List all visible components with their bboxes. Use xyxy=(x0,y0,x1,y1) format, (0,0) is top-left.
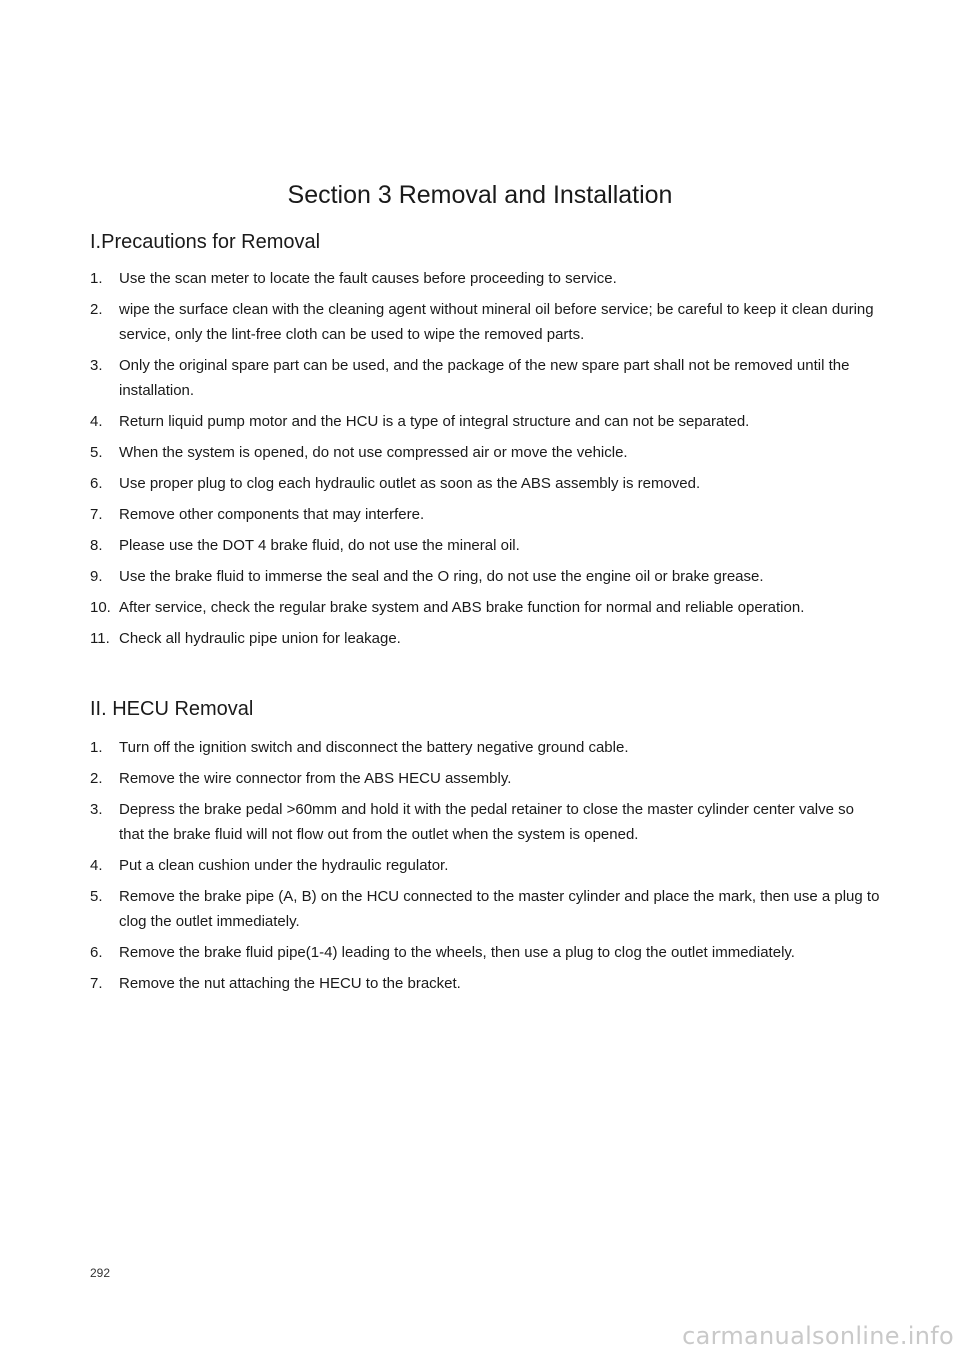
item-number: 2. xyxy=(90,770,103,787)
list-item xyxy=(90,735,880,760)
item-number: 11. xyxy=(90,630,110,647)
list-item xyxy=(90,440,880,465)
item-text: Remove the brake fluid pipe(1-4) leading to the wheels, then use a plug to clog the outlet immediately. xyxy=(119,944,795,961)
item-text: Use proper plug to clog each hydraulic outlet as soon as the ABS assembly is removed. xyxy=(119,475,701,492)
list-item xyxy=(90,797,880,847)
item-number: 6. xyxy=(90,475,103,492)
item-number: 6. xyxy=(90,944,103,961)
list-item xyxy=(90,766,880,791)
item-number: 5. xyxy=(90,444,103,461)
hecu-removal-list xyxy=(90,735,880,1002)
item-text: Depress the brake pedal >60mm and hold it with the pedal retainer to close the master cylinder center valve so that the brake fluid will not flow out from the outlet when the system is opened. xyxy=(119,801,854,843)
list-item xyxy=(90,564,880,589)
item-number: 9. xyxy=(90,568,103,585)
list-item xyxy=(90,971,880,996)
item-text: Remove other components that may interfere. xyxy=(119,506,425,523)
item-number: 8. xyxy=(90,537,103,554)
item-text: Use the brake fluid to immerse the seal and the O ring, do not use the engine oil or brake grease. xyxy=(119,568,764,585)
list-item xyxy=(90,297,880,347)
list-item xyxy=(90,853,880,878)
page-number: 292 xyxy=(90,1266,111,1280)
precautions-list xyxy=(90,266,880,657)
list-item xyxy=(90,884,880,934)
item-text: Remove the wire connector from the ABS HECU assembly. xyxy=(119,770,512,787)
list-item xyxy=(90,940,880,965)
list-item xyxy=(90,471,880,496)
item-text: Remove the brake pipe (A, B) on the HCU connected to the master cylinder and place the mark, then use a plug to clog the outlet immediately. xyxy=(119,888,880,930)
item-number: 3. xyxy=(90,357,103,374)
hecu-removal-heading: II. HECU Removal xyxy=(90,698,254,720)
list-item xyxy=(90,353,880,403)
item-text: Please use the DOT 4 brake fluid, do not use the mineral oil. xyxy=(119,537,520,554)
item-number: 1. xyxy=(90,739,103,756)
precautions-heading: I.Precautions for Removal xyxy=(90,231,321,253)
item-text: Put a clean cushion under the hydraulic regulator. xyxy=(119,857,449,874)
item-text: Turn off the ignition switch and disconnect the battery negative ground cable. xyxy=(119,739,629,756)
list-item xyxy=(90,266,880,291)
item-number: 5. xyxy=(90,888,103,905)
section-title: Section 3 Removal and Installation xyxy=(287,181,673,209)
list-item xyxy=(90,626,880,651)
item-number: 3. xyxy=(90,801,103,818)
item-number: 2. xyxy=(90,301,103,318)
watermark: carmanualsonline.info xyxy=(682,1322,954,1350)
item-text: wipe the surface clean with the cleaning agent without mineral oil before service; be careful to keep it clean during service, only the lint-free cloth can be used to wipe the removed parts. xyxy=(119,301,874,343)
item-number: 4. xyxy=(90,413,103,430)
item-text: Only the original spare part can be used, and the package of the new spare part shall not be removed until the installation. xyxy=(119,357,850,399)
item-text: Remove the nut attaching the HECU to the bracket. xyxy=(119,975,461,992)
item-text: Check all hydraulic pipe union for leakage. xyxy=(119,630,401,647)
item-number: 7. xyxy=(90,975,103,992)
item-text: Return liquid pump motor and the HCU is a type of integral structure and can not be separated. xyxy=(119,413,750,430)
list-item xyxy=(90,595,880,620)
item-text: After service, check the regular brake system and ABS brake function for normal and reliable operation. xyxy=(119,599,805,616)
item-number: 4. xyxy=(90,857,103,874)
list-item xyxy=(90,502,880,527)
list-item xyxy=(90,533,880,558)
item-number: 7. xyxy=(90,506,103,523)
item-text: Use the scan meter to locate the fault causes before proceeding to service. xyxy=(119,270,617,287)
item-number: 1. xyxy=(90,270,103,287)
list-item xyxy=(90,409,880,434)
item-number: 10. xyxy=(90,599,111,616)
item-text: When the system is opened, do not use compressed air or move the vehicle. xyxy=(119,444,628,461)
